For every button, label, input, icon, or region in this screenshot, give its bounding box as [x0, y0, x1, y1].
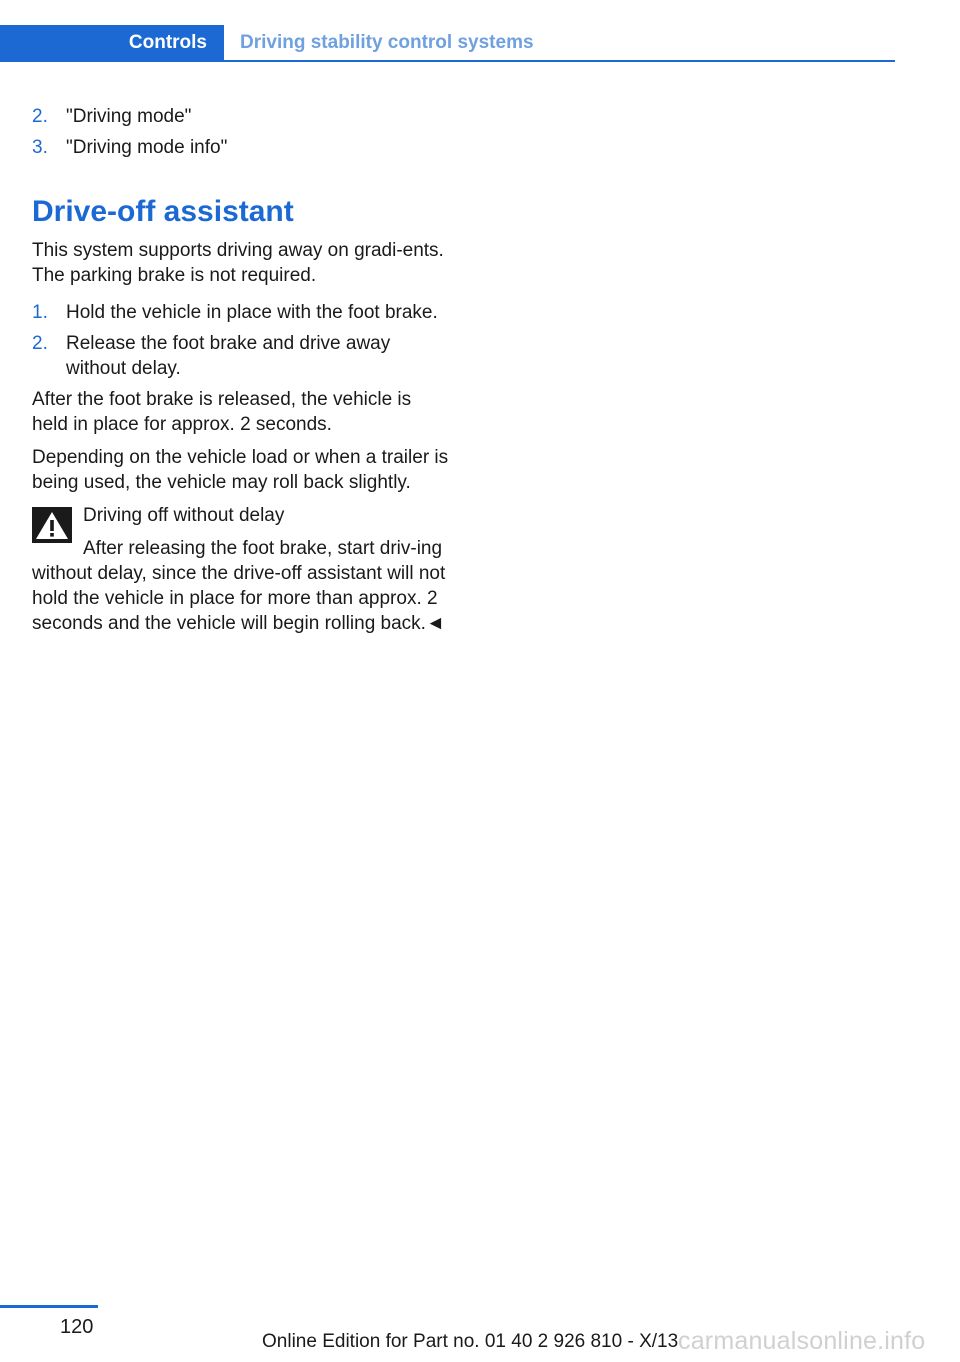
warning-triangle-icon — [32, 507, 72, 543]
page-number: 120 — [60, 1316, 94, 1338]
edition-text: Online Edition for Part no. 01 40 2 926 810 - X/13 — [262, 1331, 679, 1352]
section-tab[interactable]: Controls — [0, 25, 224, 60]
list-item: 1. Hold the vehicle in place with the foot brake. — [32, 302, 438, 323]
header-divider — [0, 60, 895, 62]
chapter-title: Driving stability control systems — [240, 32, 534, 53]
paragraph: Depending on the vehicle load or when a trailer is being used, the vehicle may roll back slightly. — [32, 447, 449, 493]
intro-paragraph: This system supports driving away on gradi-ents. The parking brake is not required. — [32, 240, 444, 286]
section-heading: Drive-off assistant — [32, 195, 294, 228]
warning-title: Driving off without delay — [83, 505, 285, 526]
main-content — [32, 104, 450, 644]
continued-list — [32, 104, 450, 160]
page-header — [0, 25, 895, 62]
footer-divider — [0, 1305, 98, 1308]
steps-list — [32, 300, 450, 381]
list-item: 3. "Driving mode info" — [32, 137, 228, 158]
warning-text: After releasing the foot brake, start driv-ing without delay, since the drive-off assistant will not hold the vehicle in place for more than approx. 2 seconds and the vehicle will begin rolling back.◄ — [32, 538, 446, 634]
watermark: carmanualsonline.info — [678, 1327, 926, 1355]
paragraph: After the foot brake is released, the vehicle is held in place for approx. 2 seconds. — [32, 389, 412, 435]
list-item: 2. Release the foot brake and drive away without delay. — [32, 333, 391, 379]
warning-note — [32, 503, 450, 636]
list-item: 2. "Driving mode" — [32, 106, 192, 127]
